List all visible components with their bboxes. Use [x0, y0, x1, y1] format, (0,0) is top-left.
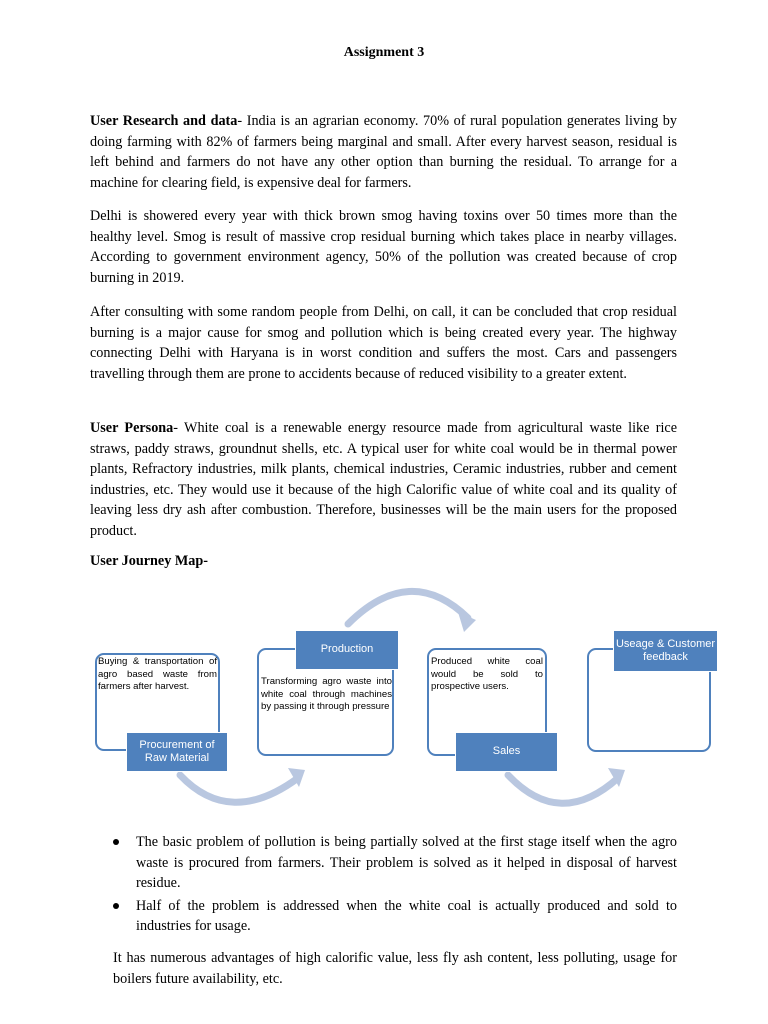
research-heading: User Research and data	[90, 113, 238, 129]
procurement-text: Buying & transportation of agro based waste from farmers after harvest.	[98, 656, 217, 693]
procurement-label: Procurement of Raw Material	[126, 732, 228, 772]
feedback-label: Useage & Customer feedback	[613, 630, 718, 672]
bullet-icon	[113, 903, 119, 909]
sales-label: Sales	[455, 732, 558, 772]
bullet-list	[113, 832, 677, 939]
arrow-procurement-to-production	[180, 775, 298, 802]
research-text: - India is an agrarian economy. 70% of rural population generates living by doing farming with 82% of farmers being marginal and small. After every harvest season, residual is left behind and farmers do not have any other option than burning the residual. To arrange for a machine for clearing field, is expensive deal for farmers.	[90, 113, 677, 191]
arrow-sales-to-feedback	[508, 775, 618, 803]
list-item	[113, 832, 677, 894]
persona-text: - White coal is a renewable energy resource made from agricultural waste like rice straws, paddy straws, groundnut shells, etc. A typical user for white coal would be in thermal power plants, Refractory industries, milk plants, chemical industries, Ceramic industries, rubber and cement industries, etc. They would use it because of the high Calorific value of white coal and its quality of leaving less dry ash after combustion. Therefore, businesses will be the main users for the proposed product.	[90, 420, 678, 539]
closing-paragraph: It has numerous advantages of high calorific value, less fly ash content, less polluting, usage for boilers future availability, etc.	[113, 950, 677, 987]
journey-heading: User Journey Map-	[90, 553, 208, 569]
persona-heading: User Persona	[90, 420, 174, 436]
research-paragraph	[90, 111, 677, 193]
user-journey-map	[0, 580, 768, 820]
production-label: Production	[295, 630, 399, 670]
bullet-text: The basic problem of pollution is being partially solved at the first stage itself when the agro waste is procured from farmers. Their problem is solved as it helped in disposal of harvest residue.	[136, 834, 677, 892]
bullet-icon	[113, 839, 119, 845]
arrow-production-to-sales	[348, 591, 468, 624]
delhi-paragraph: Delhi is showered every year with thick brown smog having toxins over 50 times more than the healthy level. Smog is result of massive crop residual burning which takes place in nearby villages. According to government environment agency, 50% of the pollution was created because of crop burning in 2019.	[90, 208, 677, 286]
list-item	[113, 896, 677, 937]
page-title: Assignment 3	[343, 45, 425, 60]
bullet-text: Half of the problem is addressed when the white coal is actually produced and sold to industries for usage.	[136, 897, 677, 935]
consult-paragraph: After consulting with some random people from Delhi, on call, it can be concluded that crop residual burning is a major cause for smog and pollution which is being created every year. The highway connecting Delhi with Haryana is in worst condition and suffers the most. Cars and passengers travelling through them are prone to accidents because of reduced visibility to a greater extent.	[90, 304, 677, 382]
production-text: Transforming agro waste into white coal through machines by passing it through pressure	[261, 676, 392, 713]
sales-text: Produced white coal would be sold to prospective users.	[431, 656, 543, 693]
persona-paragraph	[90, 418, 677, 542]
